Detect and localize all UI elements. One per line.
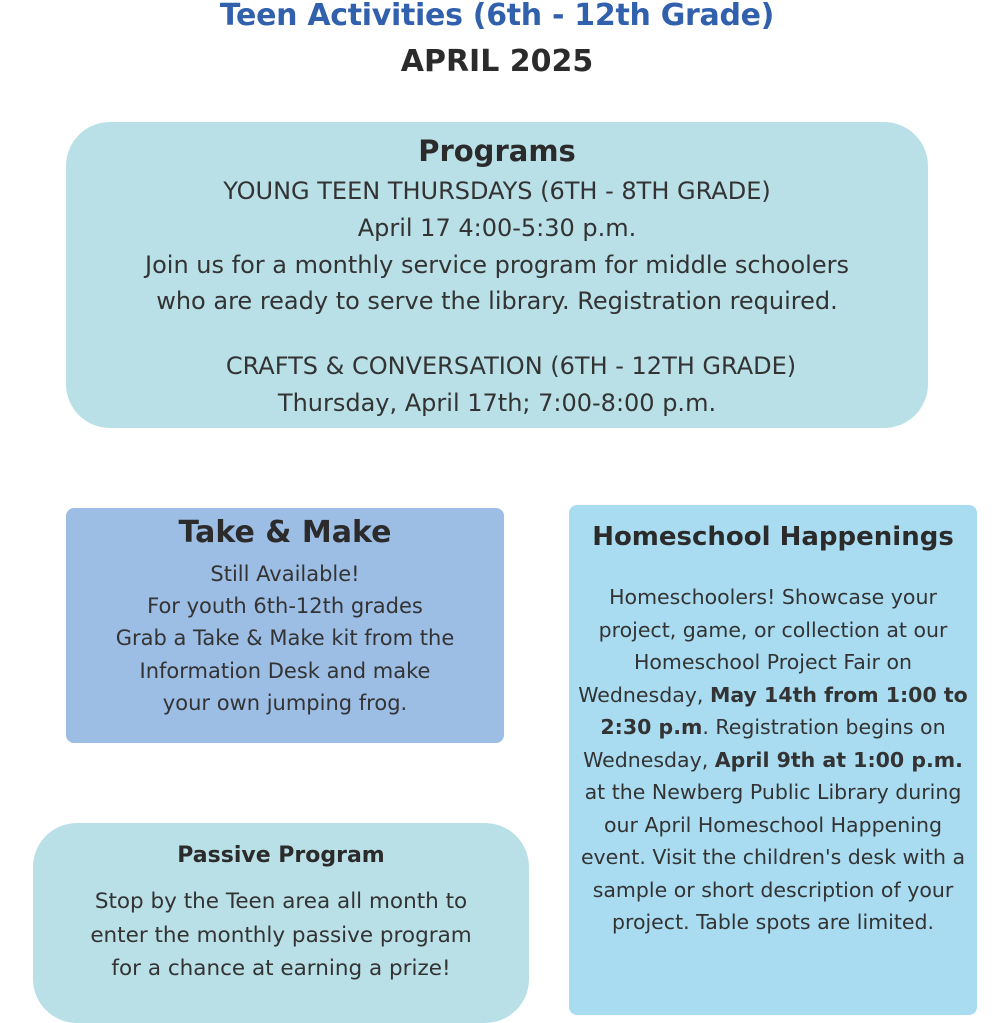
homeschool-text-2: . Registration begins on Wednesday, <box>583 715 946 772</box>
take-make-line: Grab a Take & Make kit from the <box>115 626 455 650</box>
homeschool-fair-date: May 14th from 1:00 to 2:30 p.m <box>600 682 968 739</box>
take-make-line: Information Desk and make <box>139 659 431 683</box>
take-make-line: For youth 6th-12th grades <box>147 594 423 618</box>
homeschool-registration-date: April 9th at 1:00 p.m. <box>714 747 963 772</box>
homeschool-text-3: at the Newberg Public Library during our April Homeschool Happening event. Visit the children's desk with a sample or short description of your project. Table spots are limited. <box>580 780 966 934</box>
homeschool-body <box>577 581 969 939</box>
passive-program-line: Stop by the Teen area all month to <box>94 889 468 914</box>
take-make-line: your own jumping frog. <box>162 691 408 715</box>
page-title: Teen Activities (6th - 12th Grade) <box>219 0 775 33</box>
homeschool-section <box>569 505 977 1015</box>
young-teen-desc-line-2: who are ready to serve the library. Registration required. <box>156 287 838 315</box>
crafts-name: CRAFTS & CONVERSATION (6TH - 12TH GRADE) <box>225 352 797 380</box>
homeschool-heading: Homeschool Happenings <box>592 522 954 552</box>
young-teen-time: April 17 4:00-5:30 p.m. <box>357 214 637 242</box>
crafts-time: Thursday, April 17th; 7:00-8:00 p.m. <box>277 389 717 417</box>
programs-heading: Programs <box>418 134 576 168</box>
take-make-status: Still Available! <box>210 562 360 586</box>
passive-program-line: for a chance at earning a prize! <box>111 956 451 981</box>
take-make-heading: Take & Make <box>178 515 392 550</box>
passive-program-line: enter the monthly passive program <box>90 923 472 948</box>
young-teen-desc-line-1: Join us for a monthly service program for middle schoolers <box>145 251 849 279</box>
homeschool-text-1: Homeschoolers! Showcase your project, game, or collection at our Homeschool Project Fair on Wednesday, <box>578 585 948 707</box>
passive-program-section <box>33 823 529 1023</box>
young-teen-name: YOUNG TEEN THURSDAYS (6TH - 8TH GRADE) <box>223 177 771 205</box>
passive-program-heading: Passive Program <box>177 843 385 868</box>
programs-section <box>66 122 928 428</box>
page-month: APRIL 2025 <box>400 44 594 79</box>
take-make-section <box>66 508 504 743</box>
